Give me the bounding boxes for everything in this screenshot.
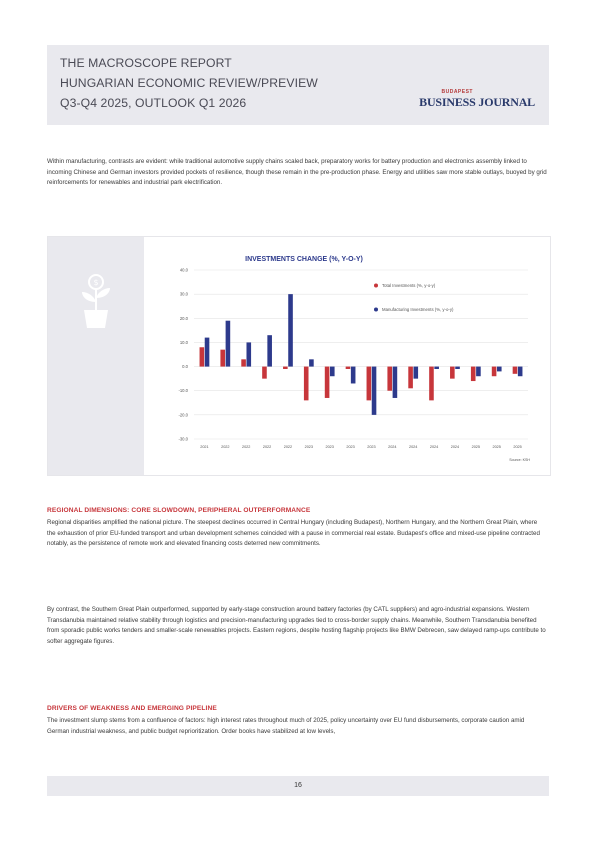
bar-manufacturing (434, 367, 439, 369)
regional-paragraph-1: Regional disparities amplified the national picture. The steepest declines occurred in Central Hungary (including Budapest), Northern Hungary, and the Northern Great Plain, where the exhaustion of prior EU-funded transport and urban development schemes coincided with a pause in commercial real estate. Budapest's office and mixed-use pipeline contracted notably, as the persistence of remote work and elevated financing costs deterred new commitments. (47, 519, 540, 548)
bar-manufacturing (372, 367, 377, 415)
bar-total (408, 367, 413, 389)
bar-total (367, 367, 372, 401)
y-tick-label: 20.0 (179, 315, 188, 321)
bar-manufacturing (413, 367, 418, 379)
legend-marker (374, 284, 378, 288)
x-tick-label: 2021 (200, 445, 209, 449)
x-tick-label: 2022 (283, 445, 293, 449)
y-tick-label: 30.0 (179, 291, 188, 297)
x-tick-label: 2025 (513, 445, 522, 449)
bar-total (325, 367, 330, 398)
drivers-paragraph-1: The investment slump stems from a confluence of factors: high interest rates throughout much of 2025, policy uncertainty over EU fund disbursements, corporate caution amid German industrial weakness, and public budget reprioritization. Order books have stabilized at low levels, (47, 717, 525, 735)
x-tick-label: 2023 (367, 445, 376, 449)
x-tick-label: 2024 (450, 445, 460, 449)
bar-manufacturing (288, 294, 293, 366)
x-tick-label: 2023 (346, 445, 355, 449)
bar-manufacturing (246, 342, 251, 366)
svg-text:$: $ (93, 278, 99, 287)
y-tick-label: -10.0 (178, 388, 188, 394)
report-title: THE MACROSCOPE REPORT (60, 56, 232, 70)
y-tick-label: -20.0 (178, 412, 188, 418)
x-tick-label: 2024 (408, 445, 418, 449)
bar-manufacturing (309, 359, 314, 366)
bar-total (200, 347, 205, 366)
bar-total (492, 367, 497, 377)
report-header (47, 45, 549, 125)
section-heading-regional: REGIONAL DIMENSIONS: CORE SLOWDOWN, PERIPHERAL OUTPERFORMANCE (47, 507, 311, 514)
bar-manufacturing (226, 321, 231, 367)
x-tick-label: 2024 (388, 445, 397, 449)
report-period: Q3-Q4 2025, OUTLOOK Q1 2026 (60, 96, 247, 110)
bar-total (387, 367, 392, 391)
bar-manufacturing (205, 338, 210, 367)
bar-total (429, 367, 434, 401)
logo-main-text: BUSINESS JOURNAL (419, 95, 535, 109)
bar-manufacturing (476, 367, 481, 377)
x-tick-label: 2023 (304, 445, 314, 449)
bar-manufacturing (267, 335, 272, 366)
bar-total (262, 367, 267, 379)
investments-bar-chart (144, 237, 548, 473)
legend-label: Total Investments (%, y-o-y) (382, 283, 436, 288)
bar-manufacturing (518, 367, 523, 377)
page-footer (47, 776, 549, 796)
regional-paragraph-2: By contrast, the Southern Great Plain outperformed, supported by early-stage construction around battery factories (by CATL suppliers) and agro-industrial expansions. Western Transdanubia maintained relative stability through logistics and precision-manufacturing upgrades tied to cross-border supply chains. Meanwhile, Southern Transdanubia benefited from sporadic public works tenders and smaller-scale renewables projects. Eastern regions, despite hosting flagship projects like BMW Debrecen, saw delayed ramp-ups contribute to softer aggregate figures. (47, 606, 546, 645)
x-tick-label: 2022 (241, 445, 251, 449)
y-tick-label: 10.0 (179, 339, 188, 345)
x-tick-label: 2025 (471, 445, 481, 449)
page-number: 16 (294, 782, 302, 789)
bar-total (283, 367, 288, 369)
publisher-logo (419, 89, 535, 111)
section-heading-drivers: DRIVERS OF WEAKNESS AND EMERGING PIPELINE (47, 705, 217, 712)
x-tick-label: 2023 (325, 445, 334, 449)
bar-total (450, 367, 455, 379)
intro-paragraph: Within manufacturing, contrasts are evident: while traditional automotive supply chains scaled back, preparatory works for battery production and electronics assembly linked to incoming Chinese and German investors provided pockets of resilience, though these remain in the pre-production phase. Energy and utilities saw more stable outlays, buoyed by grid reinforcements for renewables and industrial park electrification. (47, 158, 547, 187)
bar-total (346, 367, 351, 369)
investment-chart-box (47, 236, 551, 476)
chart-side-panel (48, 237, 144, 475)
chart-source: Source: KSH (509, 458, 530, 462)
bar-manufacturing (351, 367, 356, 384)
bar-total (304, 367, 309, 401)
bar-total (471, 367, 476, 381)
y-tick-label: 40.0 (179, 267, 188, 273)
bar-manufacturing (497, 367, 502, 372)
chart-title: INVESTMENTS CHANGE (%, Y-O-Y) (245, 256, 363, 263)
bar-total (513, 367, 518, 374)
logo-small-text: BUDAPEST (441, 89, 473, 95)
bar-manufacturing (393, 367, 398, 398)
x-tick-label: 2024 (429, 445, 439, 449)
bar-manufacturing (330, 367, 335, 377)
bar-total (220, 350, 225, 367)
y-tick-label: 0.0 (182, 364, 188, 370)
legend-label: Manufacturing Investments (%, y-o-y) (382, 307, 454, 312)
bar-total (241, 359, 246, 366)
x-tick-label: 2025 (492, 445, 501, 449)
y-tick-label: -30.0 (178, 436, 188, 442)
report-subtitle: HUNGARIAN ECONOMIC REVIEW/PREVIEW (60, 76, 318, 90)
x-tick-label: 2022 (221, 445, 230, 449)
bar-manufacturing (455, 367, 460, 369)
x-tick-label: 2022 (262, 445, 272, 449)
legend-marker (374, 308, 378, 312)
